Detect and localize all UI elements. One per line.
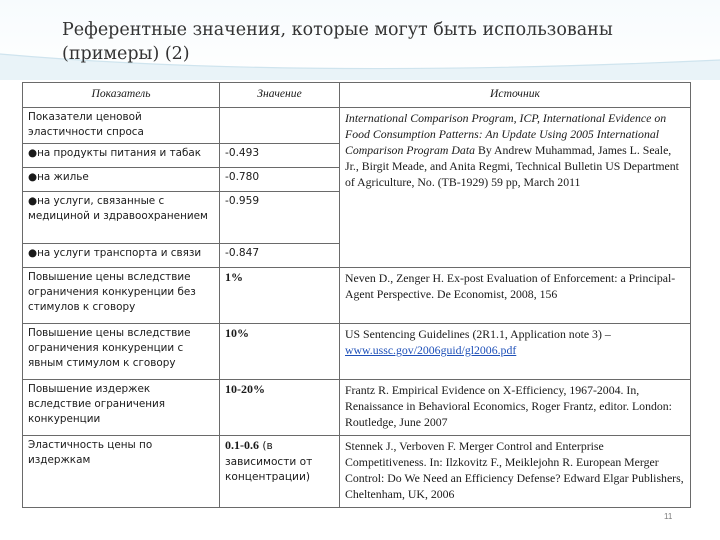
table-row [23, 436, 691, 508]
table-row [23, 324, 691, 380]
source-cell: Neven D., Zenger H. Ex-post Evaluation of Enforcement: a Principal-Agent Perspective. De Economist, 2008, 156 [340, 268, 691, 324]
header-source: Источник [340, 83, 691, 108]
value-cell [220, 436, 340, 508]
value-cell [220, 108, 340, 144]
header-value: Значение [220, 83, 340, 108]
value-cell: 1% [220, 268, 340, 324]
indicator-cell: Показатели ценовой эластичности спроса [23, 108, 220, 144]
indicator-cell: Повышение цены вследствие ограничения конкуренции с явным стимулом к сговору [23, 324, 220, 380]
table-row [23, 268, 691, 324]
title-line-2: (примеры) (2) [62, 44, 190, 64]
value-cell: -0.959 [220, 192, 340, 244]
table-header-row [23, 83, 691, 108]
source-link[interactable]: www.ussc.gov/2006guid/gl2006.pdf [345, 343, 517, 357]
source-cell: Stennek J., Verboven F. Merger Control and Enterprise Competitiveness. In: Ilzkovitz F., Meiklejohn R. European Merger Control: Do We Need an Efficiency Defense? Edward Elgar Publishers, Cheltenham, UK, 2006 [340, 436, 691, 508]
value-cell: -0.847 [220, 244, 340, 268]
source-italic-text: International Comparison Program, ICP, International Evidence on Food Consumption Patterns: An Update Using 2005 International Comparison Program Data [345, 111, 667, 157]
header-indicator: Показатель [23, 83, 220, 108]
value-cell: -0.780 [220, 168, 340, 192]
source-cell [340, 324, 691, 380]
indicator-cell: ●на услуги, связанные с медициной и здравоохранением [23, 192, 220, 244]
value-cell: 10-20% [220, 380, 340, 436]
indicator-cell: Эластичность цены по издержкам [23, 436, 220, 508]
value-note: (в зависимости от концентрации) [225, 440, 313, 483]
indicator-cell: Повышение издержек вследствие ограничения конкуренции [23, 380, 220, 436]
source-plain-text: By Andrew Muhammad, James L. Seale, Jr., Birgit Meade, and Anita Regmi, Technical Bulletin US Department of Agriculture, No. (TB-1929) 59 pp, March 2011 [345, 143, 679, 189]
elasticity-source-cell [340, 108, 691, 268]
indicator-cell: ●на продукты питания и табак [23, 144, 220, 168]
value-cell: -0.493 [220, 144, 340, 168]
slide-title [62, 18, 682, 66]
value-cell: 10% [220, 324, 340, 380]
title-line-1: Референтные значения, которые могут быть использованы [62, 20, 613, 40]
source-cell: Frantz R. Empirical Evidence on X-Efficiency, 1967-2004. In, Renaissance in Behavioral Economics, Roger Frantz, editor. London: Routledge, June 2007 [340, 380, 691, 436]
page-number: 11 [664, 512, 673, 521]
reference-values-table [22, 82, 691, 508]
source-text: US Sentencing Guidelines (2R1.1, Application note 3) – [345, 327, 611, 341]
indicator-cell: Повышение цены вследствие ограничения конкуренции без стимулов к сговору [23, 268, 220, 324]
indicator-cell: ●на жилье [23, 168, 220, 192]
table-row [23, 380, 691, 436]
value-range: 0.1-0.6 [225, 438, 259, 452]
indicator-cell: ●на услуги транспорта и связи [23, 244, 220, 268]
table-row [23, 108, 691, 144]
